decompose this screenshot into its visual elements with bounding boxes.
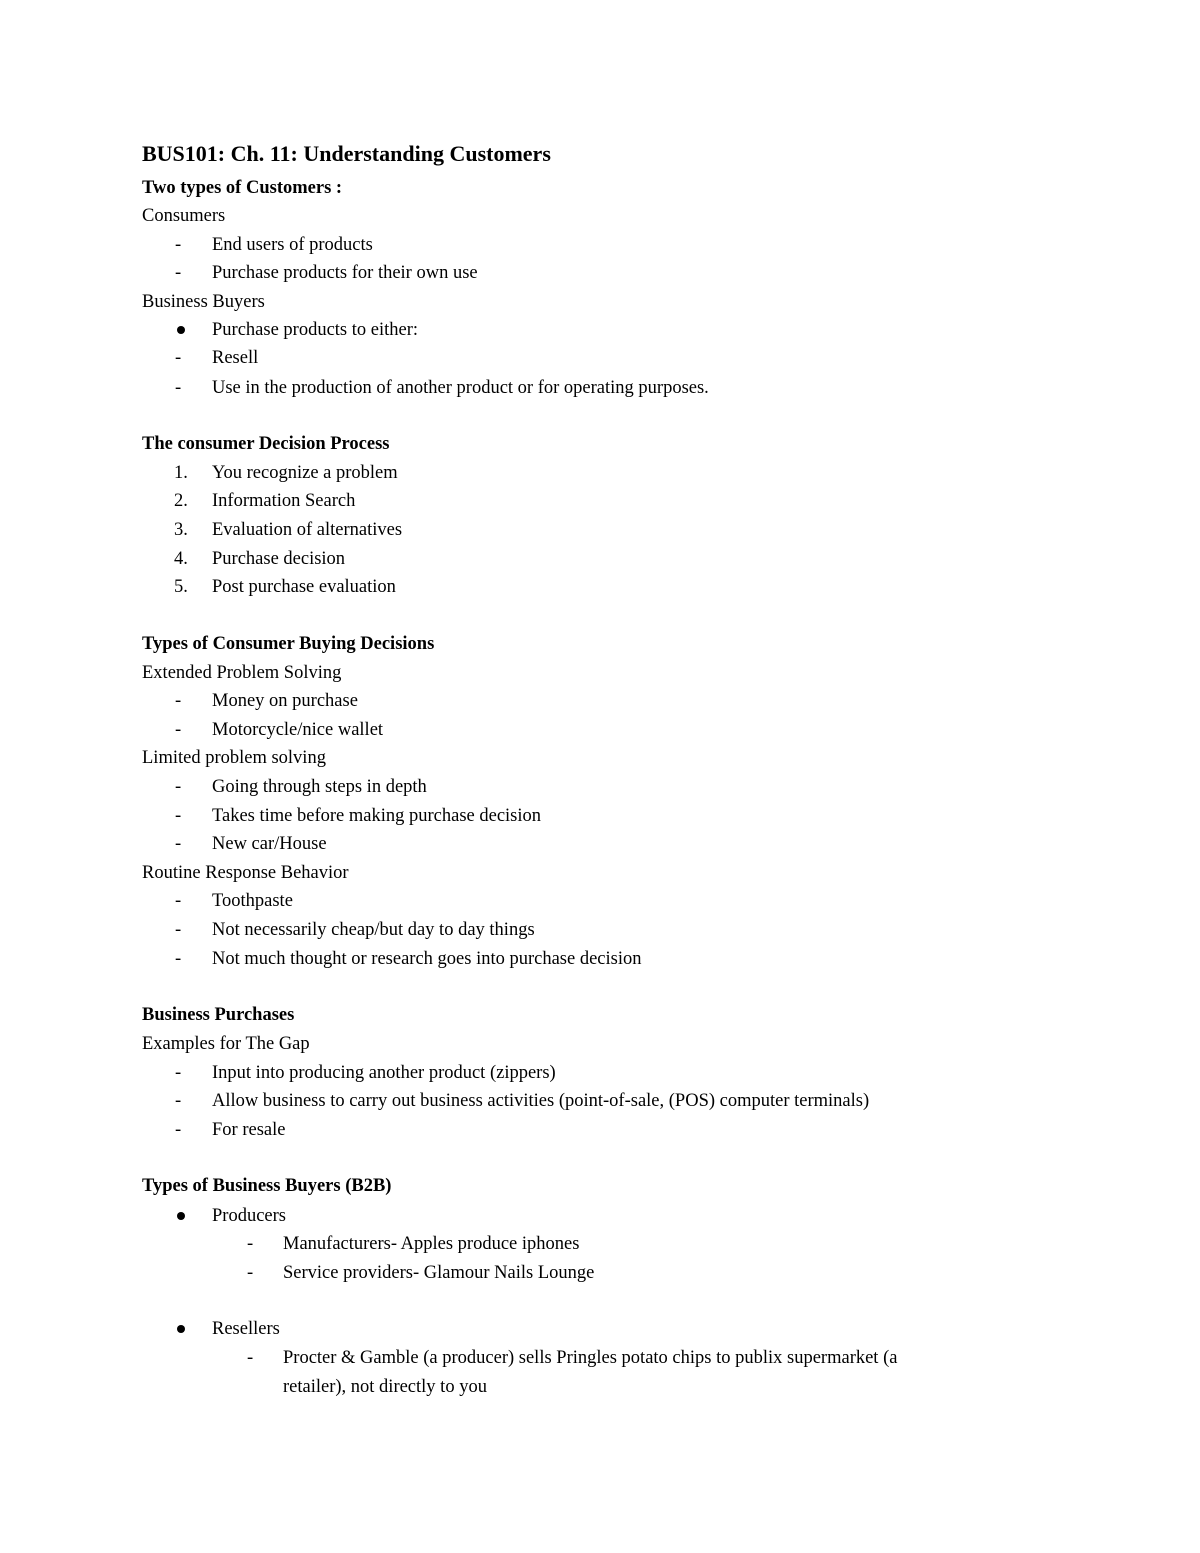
list-item: Purchase products for their own use	[212, 263, 478, 283]
dash-marker: -	[175, 1063, 182, 1083]
list-item: For resale	[212, 1120, 286, 1140]
section-heading-business-buyers: Types of Business Buyers (B2B)	[142, 1176, 392, 1196]
bullet-icon	[177, 1325, 185, 1333]
dash-marker: -	[175, 891, 182, 911]
list-item: Not necessarily cheap/but day to day things	[212, 920, 535, 940]
list-item: Toothpaste	[212, 891, 293, 911]
list-number: 2.	[174, 491, 188, 511]
list-item: Information Search	[212, 491, 356, 511]
list-item: Purchase products to either:	[212, 320, 419, 340]
limited-problem-label: Limited problem solving	[142, 748, 326, 768]
dash-marker: -	[247, 1234, 254, 1254]
dash-marker: -	[175, 348, 182, 368]
list-item: Resell	[212, 348, 259, 368]
list-item: Use in the production of another product or for operating purposes.	[212, 378, 709, 398]
extended-problem-label: Extended Problem Solving	[142, 663, 342, 683]
dash-marker: -	[175, 691, 182, 711]
section-heading-business-purchases: Business Purchases	[142, 1005, 295, 1025]
list-number: 1.	[174, 463, 188, 483]
list-item: Takes time before making purchase decision	[212, 806, 542, 826]
dash-marker: -	[175, 1120, 182, 1140]
dash-marker: -	[175, 920, 182, 940]
dash-marker: -	[175, 806, 182, 826]
list-item: Money on purchase	[212, 691, 358, 711]
business-buyers-label: Business Buyers	[142, 292, 265, 312]
section-heading-decision-process: The consumer Decision Process	[142, 434, 390, 454]
dash-marker: -	[175, 378, 182, 398]
examples-label: Examples for The Gap	[142, 1034, 310, 1054]
dash-marker: -	[247, 1348, 254, 1368]
section-heading-buying-decisions: Types of Consumer Buying Decisions	[142, 634, 435, 654]
consumers-label: Consumers	[142, 206, 226, 226]
dash-marker: -	[175, 1091, 182, 1111]
dash-marker: -	[175, 834, 182, 854]
list-item: Motorcycle/nice wallet	[212, 720, 384, 740]
list-item-continuation: retailer), not directly to you	[283, 1377, 487, 1397]
dash-marker: -	[175, 949, 182, 969]
bullet-icon	[177, 326, 185, 334]
list-item: Manufacturers- Apples produce iphones	[283, 1234, 580, 1254]
list-item: Not much thought or research goes into purchase decision	[212, 949, 642, 969]
dash-marker: -	[175, 777, 182, 797]
list-number: 5.	[174, 577, 188, 597]
list-item: Evaluation of alternatives	[212, 520, 403, 540]
list-item: Resellers	[212, 1319, 280, 1339]
bullet-icon	[177, 1212, 185, 1220]
list-item: Purchase decision	[212, 549, 346, 569]
dash-marker: -	[247, 1263, 254, 1283]
page-title: BUS101: Ch. 11: Understanding Customers	[142, 141, 551, 166]
section-heading-customer-types: Two types of Customers :	[142, 178, 343, 198]
routine-response-label: Routine Response Behavior	[142, 863, 349, 883]
list-item: You recognize a problem	[212, 463, 398, 483]
list-item: Input into producing another product (zippers)	[212, 1063, 556, 1083]
list-number: 4.	[174, 549, 188, 569]
list-item: Service providers- Glamour Nails Lounge	[283, 1263, 595, 1283]
list-item: Allow business to carry out business activities (point-of-sale, (POS) computer terminals)	[212, 1091, 870, 1111]
list-item: Post purchase evaluation	[212, 577, 396, 597]
list-item: Procter & Gamble (a producer) sells Pringles potato chips to publix supermarket (a	[283, 1348, 898, 1368]
list-item: End users of products	[212, 235, 373, 255]
list-number: 3.	[174, 520, 188, 540]
list-item: Going through steps in depth	[212, 777, 427, 797]
dash-marker: -	[175, 263, 182, 283]
dash-marker: -	[175, 235, 182, 255]
dash-marker: -	[175, 720, 182, 740]
list-item: Producers	[212, 1206, 286, 1226]
list-item: New car/House	[212, 834, 327, 854]
